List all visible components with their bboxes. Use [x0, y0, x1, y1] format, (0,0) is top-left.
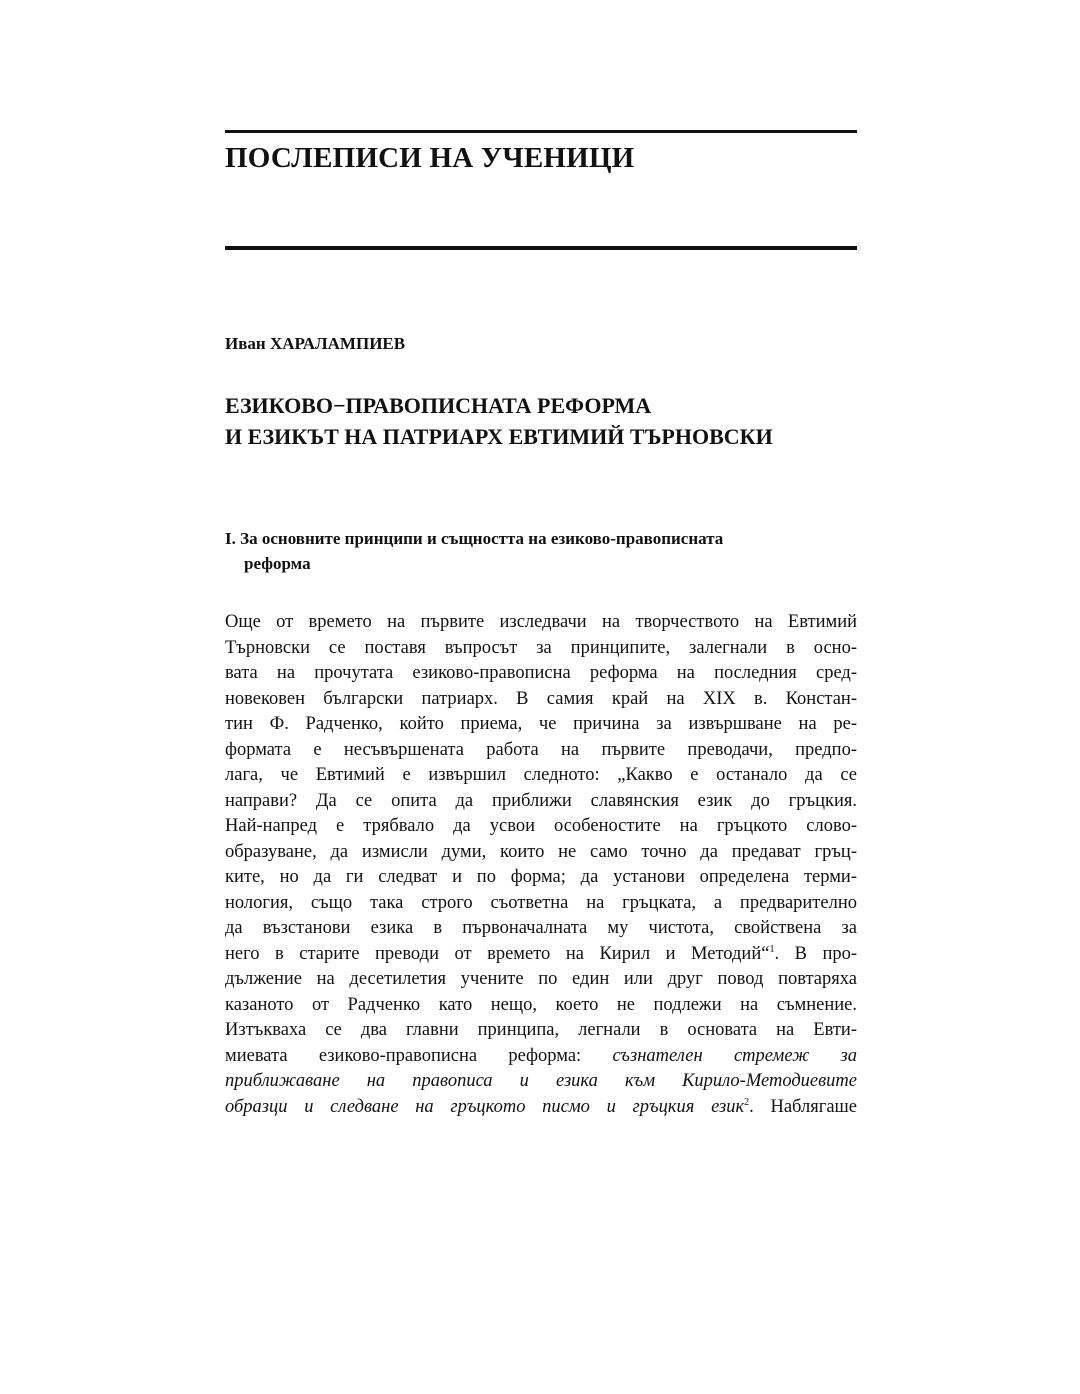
- body-line: дължение на десетилетия учените по един или друг повод повтаряха: [225, 969, 857, 989]
- body-line: казаното от Радченко като нещо, което не подлежи на съмнение.: [225, 994, 857, 1015]
- article-title: [225, 390, 773, 452]
- body-line: ките, но да ги следват и по форма; да установи определена терми-: [225, 867, 857, 887]
- body-line-mixed: [225, 1044, 857, 1070]
- subsection-heading-line-2: реформа: [244, 554, 311, 573]
- body-line-italic: съзнателен стремеж за: [612, 1045, 857, 1066]
- body-line: образуване, да измисли думи, които не само точно да предават гръц-: [225, 841, 857, 862]
- article-title-line-2: И ЕЗИКЪТ НА ПАТРИАРХ ЕВТИМИЙ ТЪРНОВСКИ: [225, 424, 773, 449]
- body-line-with-footnote: [225, 942, 857, 968]
- section-title: ПОСЛЕПИСИ НА УЧЕНИЦИ: [225, 142, 635, 174]
- top-rule: [225, 130, 857, 133]
- body-line: направи? Да се опита да приближи славянския език до гръцкия.: [225, 790, 857, 811]
- footnote-ref-2: 2: [744, 1096, 750, 1108]
- body-line: вата на прочутата езиково-правописна реформа на последния сред-: [225, 663, 857, 683]
- footnote-ref-1: 1: [769, 943, 775, 955]
- body-line-text-after: . В про-: [774, 943, 858, 964]
- body-line: формата е несъвършената работа на първите преводачи, предпо-: [225, 739, 857, 760]
- body-line: Изтъкваха се два главни принципа, легнали в основата на Евти-: [225, 1020, 857, 1040]
- body-line: лага, че Евтимий е извършил следното: „Какво е останало да се: [225, 765, 857, 785]
- body-line: Най-напред е трябвало да усвои особеностите на гръцкото слово-: [225, 816, 857, 836]
- article-title-line-1: ЕЗИКОВО−ПРАВОПИСНАТА РЕФОРМА: [225, 393, 652, 418]
- subsection-number: I.: [225, 529, 236, 548]
- body-line-text: миевата езиково-правописна реформа:: [225, 1045, 613, 1066]
- body-line: нология, също така строго съответна на гръцката, а предварително: [225, 892, 857, 913]
- body-paragraph: [225, 610, 857, 1120]
- body-line: тин Ф. Радченко, който приема, че причина за извършване на ре-: [225, 714, 857, 734]
- body-line: новековен български патриарх. В самия край на XIX в. Констан-: [225, 688, 857, 709]
- body-line-italic: образци и следване на гръцкото писмо и гръцкия език: [225, 1096, 745, 1117]
- body-line-text: него в старите преводи от времето на Кирил и Методий“: [225, 943, 770, 964]
- body-line: да възстанови езика в първоначалната му чистота, свойствена за: [225, 918, 857, 938]
- body-line-text-after: . Наблягаше: [749, 1096, 857, 1117]
- subsection-heading-line-1: За основните принципи и същността на езиково-правописната: [240, 529, 724, 548]
- author-name: Иван ХАРАЛАМПИЕВ: [225, 334, 406, 353]
- body-line: Търновски се поставя въпросът за принципите, залегнали в осно-: [225, 637, 857, 658]
- bottom-rule: [225, 246, 857, 250]
- body-line: Още от времето на първите изследвачи на творчеството на Евтимий: [225, 612, 857, 632]
- body-line-with-footnote: [225, 1095, 857, 1121]
- body-line-italic: приближаване на правописа и езика към Кирило-Методиевите: [225, 1071, 857, 1091]
- subsection-heading: [225, 526, 857, 576]
